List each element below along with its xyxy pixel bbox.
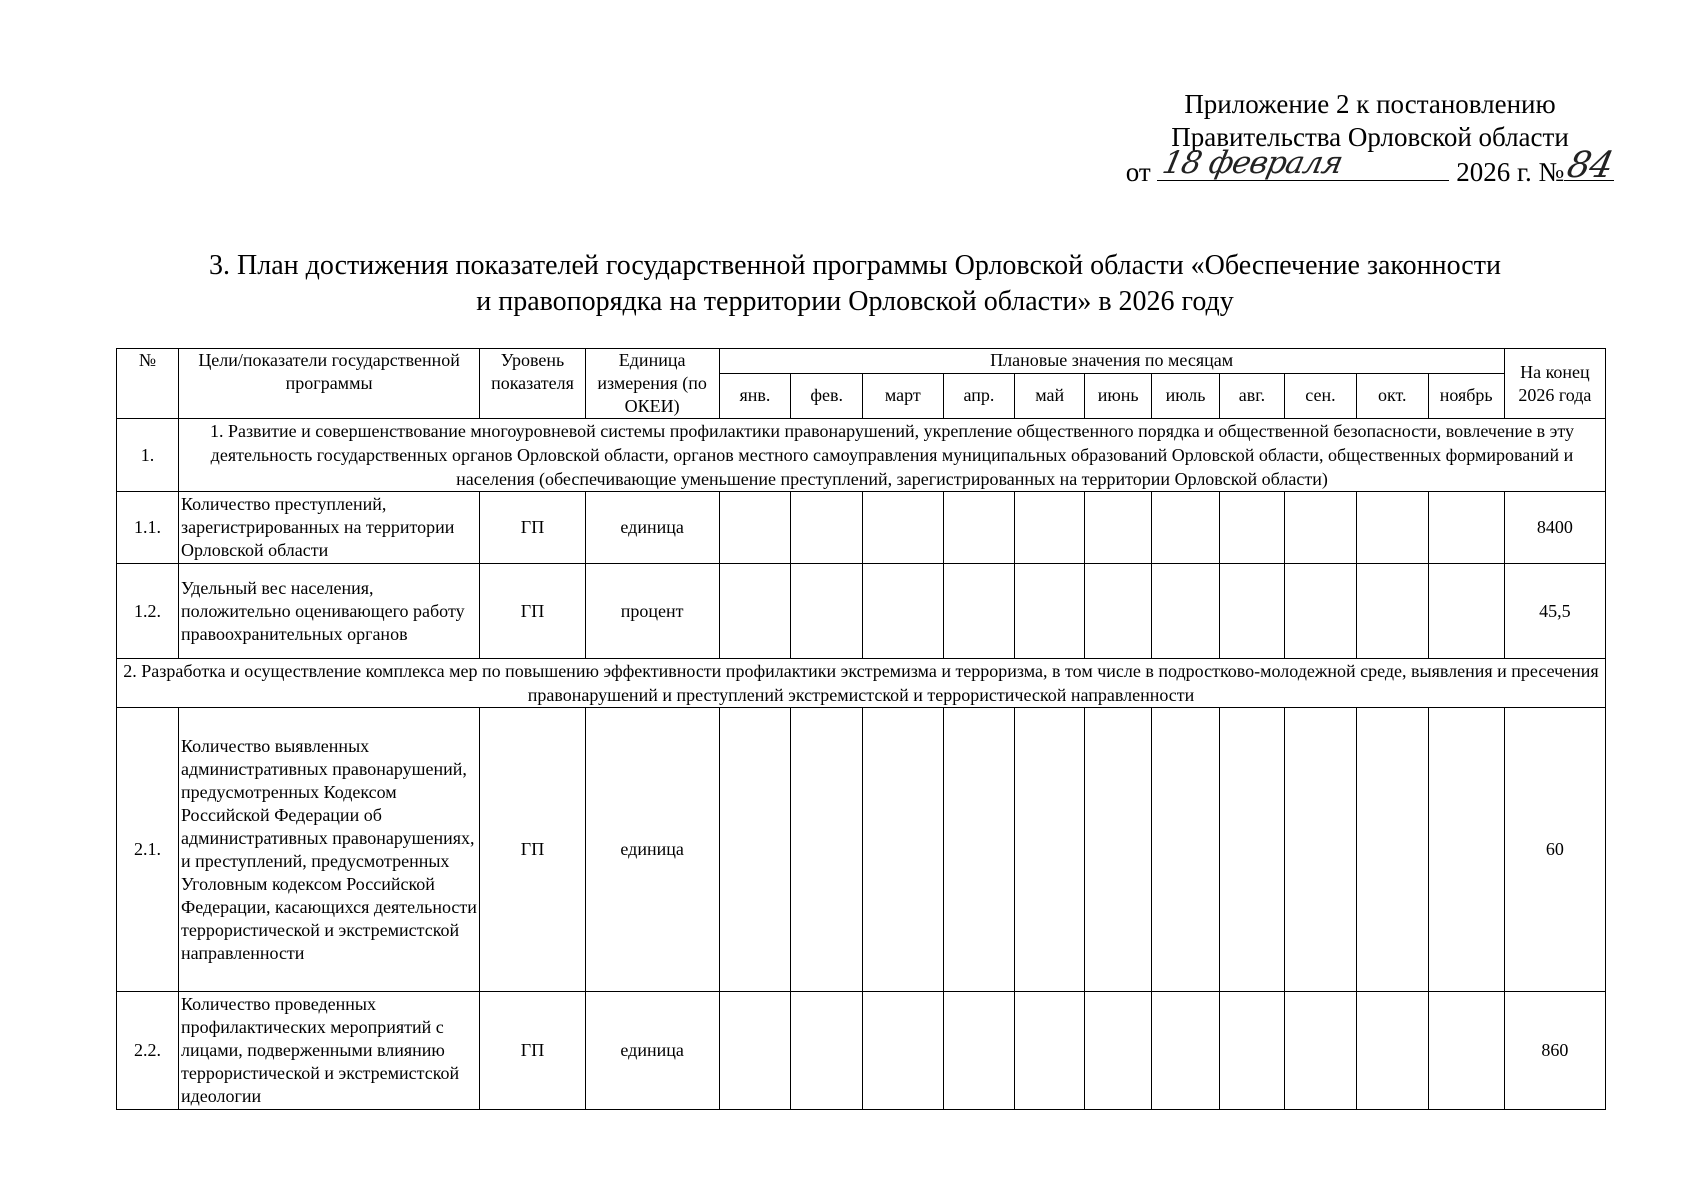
month-cell xyxy=(1152,992,1219,1110)
month-cell xyxy=(943,492,1015,564)
row-no: 1.2. xyxy=(117,564,179,659)
month-cell xyxy=(1428,492,1504,564)
year-and-number-label: 2026 г. № xyxy=(1456,157,1565,187)
header-month: сен. xyxy=(1285,373,1357,418)
month-cell xyxy=(1015,992,1085,1110)
section-row xyxy=(117,659,1606,708)
month-cell xyxy=(719,564,791,659)
month-cell xyxy=(1428,564,1504,659)
header-unit: Единица измерения (по ОКЕИ) xyxy=(585,349,719,419)
row-end-value: 8400 xyxy=(1504,492,1605,564)
title-line2: и правопорядка на территории Орловской области» в 2026 году xyxy=(476,286,1234,317)
row-unit: единица xyxy=(585,492,719,564)
month-cell xyxy=(863,564,943,659)
row-unit: процент xyxy=(585,564,719,659)
header-month: май xyxy=(1015,373,1085,418)
row-end-value: 60 xyxy=(1504,708,1605,992)
section-text: 1. Развитие и совершенствование многоуровневой системы профилактики правонарушений, укрепление общественного порядка и общественной безопасности, вовлечение в эту деятельность государственных органов Орловской области, органов местного самоуправления муниципальных образований Орловской области, общественных формирований и населения (обеспечивающие уменьшение преступлений, зарегистрированных на территории Орловской области) xyxy=(178,419,1605,492)
month-cell xyxy=(1219,708,1284,992)
month-cell xyxy=(791,992,863,1110)
month-cell xyxy=(863,492,943,564)
plan-table xyxy=(116,348,1606,1110)
month-cell xyxy=(1285,708,1357,992)
header-month: июнь xyxy=(1084,373,1151,418)
header-month: янв. xyxy=(719,373,791,418)
row-level: ГП xyxy=(480,708,586,992)
row-level: ГП xyxy=(480,492,586,564)
month-cell xyxy=(943,564,1015,659)
row-indicator-name: Количество проведенных профилактических мероприятий с лицами, подверженными влиянию террористической и экстремистской идеологии xyxy=(178,992,479,1110)
month-cell xyxy=(1428,992,1504,1110)
month-cell xyxy=(1084,564,1151,659)
month-cell xyxy=(1285,492,1357,564)
header-month: окт. xyxy=(1356,373,1428,418)
header-goals: Цели/показатели государственной программы xyxy=(178,349,479,419)
appendix-header xyxy=(1120,88,1620,189)
header-month: март xyxy=(863,373,943,418)
date-blank xyxy=(1157,145,1449,181)
title-line1: 3. План достижения показателей государственной программы Орловской области «Обеспечение законности xyxy=(209,250,1501,281)
appendix-line1: Приложение 2 к постановлению xyxy=(1184,89,1556,119)
row-level: ГП xyxy=(480,564,586,659)
month-cell xyxy=(791,492,863,564)
header-month: июль xyxy=(1152,373,1219,418)
row-no: 2.2. xyxy=(117,992,179,1110)
appendix-date-line xyxy=(1120,145,1620,189)
section-no: 1. xyxy=(117,419,179,492)
row-unit: единица xyxy=(585,708,719,992)
row-indicator-name: Удельный вес населения, положительно оценивающего работу правоохранительных органов xyxy=(178,564,479,659)
header-month: апр. xyxy=(943,373,1015,418)
month-cell xyxy=(1428,708,1504,992)
header-end: На конец 2026 года xyxy=(1504,349,1605,419)
month-cell xyxy=(1356,992,1428,1110)
month-cell xyxy=(719,708,791,992)
month-cell xyxy=(1084,992,1151,1110)
month-cell xyxy=(1015,708,1085,992)
month-cell xyxy=(1356,708,1428,992)
month-cell xyxy=(1152,492,1219,564)
month-cell xyxy=(1285,992,1357,1110)
section-row xyxy=(117,419,1606,492)
month-cell xyxy=(1152,708,1219,992)
header-level: Уровень показателя xyxy=(480,349,586,419)
date-from-prefix: от xyxy=(1125,157,1151,187)
month-cell xyxy=(1285,564,1357,659)
handwritten-date: 18 февраля xyxy=(1159,145,1346,181)
month-cell xyxy=(791,564,863,659)
month-cell xyxy=(1084,492,1151,564)
month-cell xyxy=(943,992,1015,1110)
month-cell xyxy=(1015,492,1085,564)
month-cell xyxy=(791,708,863,992)
table-row xyxy=(117,708,1606,992)
handwritten-number: 84 xyxy=(1563,145,1617,186)
row-unit: единица xyxy=(585,992,719,1110)
number-blank xyxy=(1563,145,1617,186)
row-indicator-name: Количество выявленных административных правонарушений, предусмотренных Кодексом Российской Федерации об административных правонарушениях, и преступлений, предусмотренных Уголовным кодексом Российской Федерации, касающихся деятельности террористической и экстремистской направленности xyxy=(178,708,479,992)
document-title xyxy=(120,248,1590,320)
table-row xyxy=(117,992,1606,1110)
header-month: ноябрь xyxy=(1428,373,1504,418)
month-cell xyxy=(1219,492,1284,564)
header-planned: Плановые значения по месяцам xyxy=(719,349,1504,374)
row-end-value: 45,5 xyxy=(1504,564,1605,659)
month-cell xyxy=(1152,564,1219,659)
appendix-line2: Правительства Орловской области xyxy=(1171,122,1569,152)
month-cell xyxy=(1084,708,1151,992)
section-text: 2. Разработка и осуществление комплекса мер по повышению эффективности профилактики экстремизма и терроризма, в том числе в подростково-молодежной среде, выявления и пресечения правонарушений и преступлений экстремистской и террористической направленности xyxy=(117,659,1606,708)
header-month: фев. xyxy=(791,373,863,418)
row-indicator-name: Количество преступлений, зарегистрированных на территории Орловской области xyxy=(178,492,479,564)
table-row xyxy=(117,564,1606,659)
month-cell xyxy=(719,492,791,564)
row-no: 1.1. xyxy=(117,492,179,564)
month-cell xyxy=(863,992,943,1110)
month-cell xyxy=(1219,564,1284,659)
month-cell xyxy=(1356,492,1428,564)
row-end-value: 860 xyxy=(1504,992,1605,1110)
month-cell xyxy=(1015,564,1085,659)
header-month: авг. xyxy=(1219,373,1284,418)
row-no: 2.1. xyxy=(117,708,179,992)
month-cell xyxy=(863,708,943,992)
month-cell xyxy=(1356,564,1428,659)
month-cell xyxy=(1219,992,1284,1110)
row-level: ГП xyxy=(480,992,586,1110)
header-no: № xyxy=(117,349,179,419)
table-row xyxy=(117,492,1606,564)
month-cell xyxy=(719,992,791,1110)
month-cell xyxy=(943,708,1015,992)
